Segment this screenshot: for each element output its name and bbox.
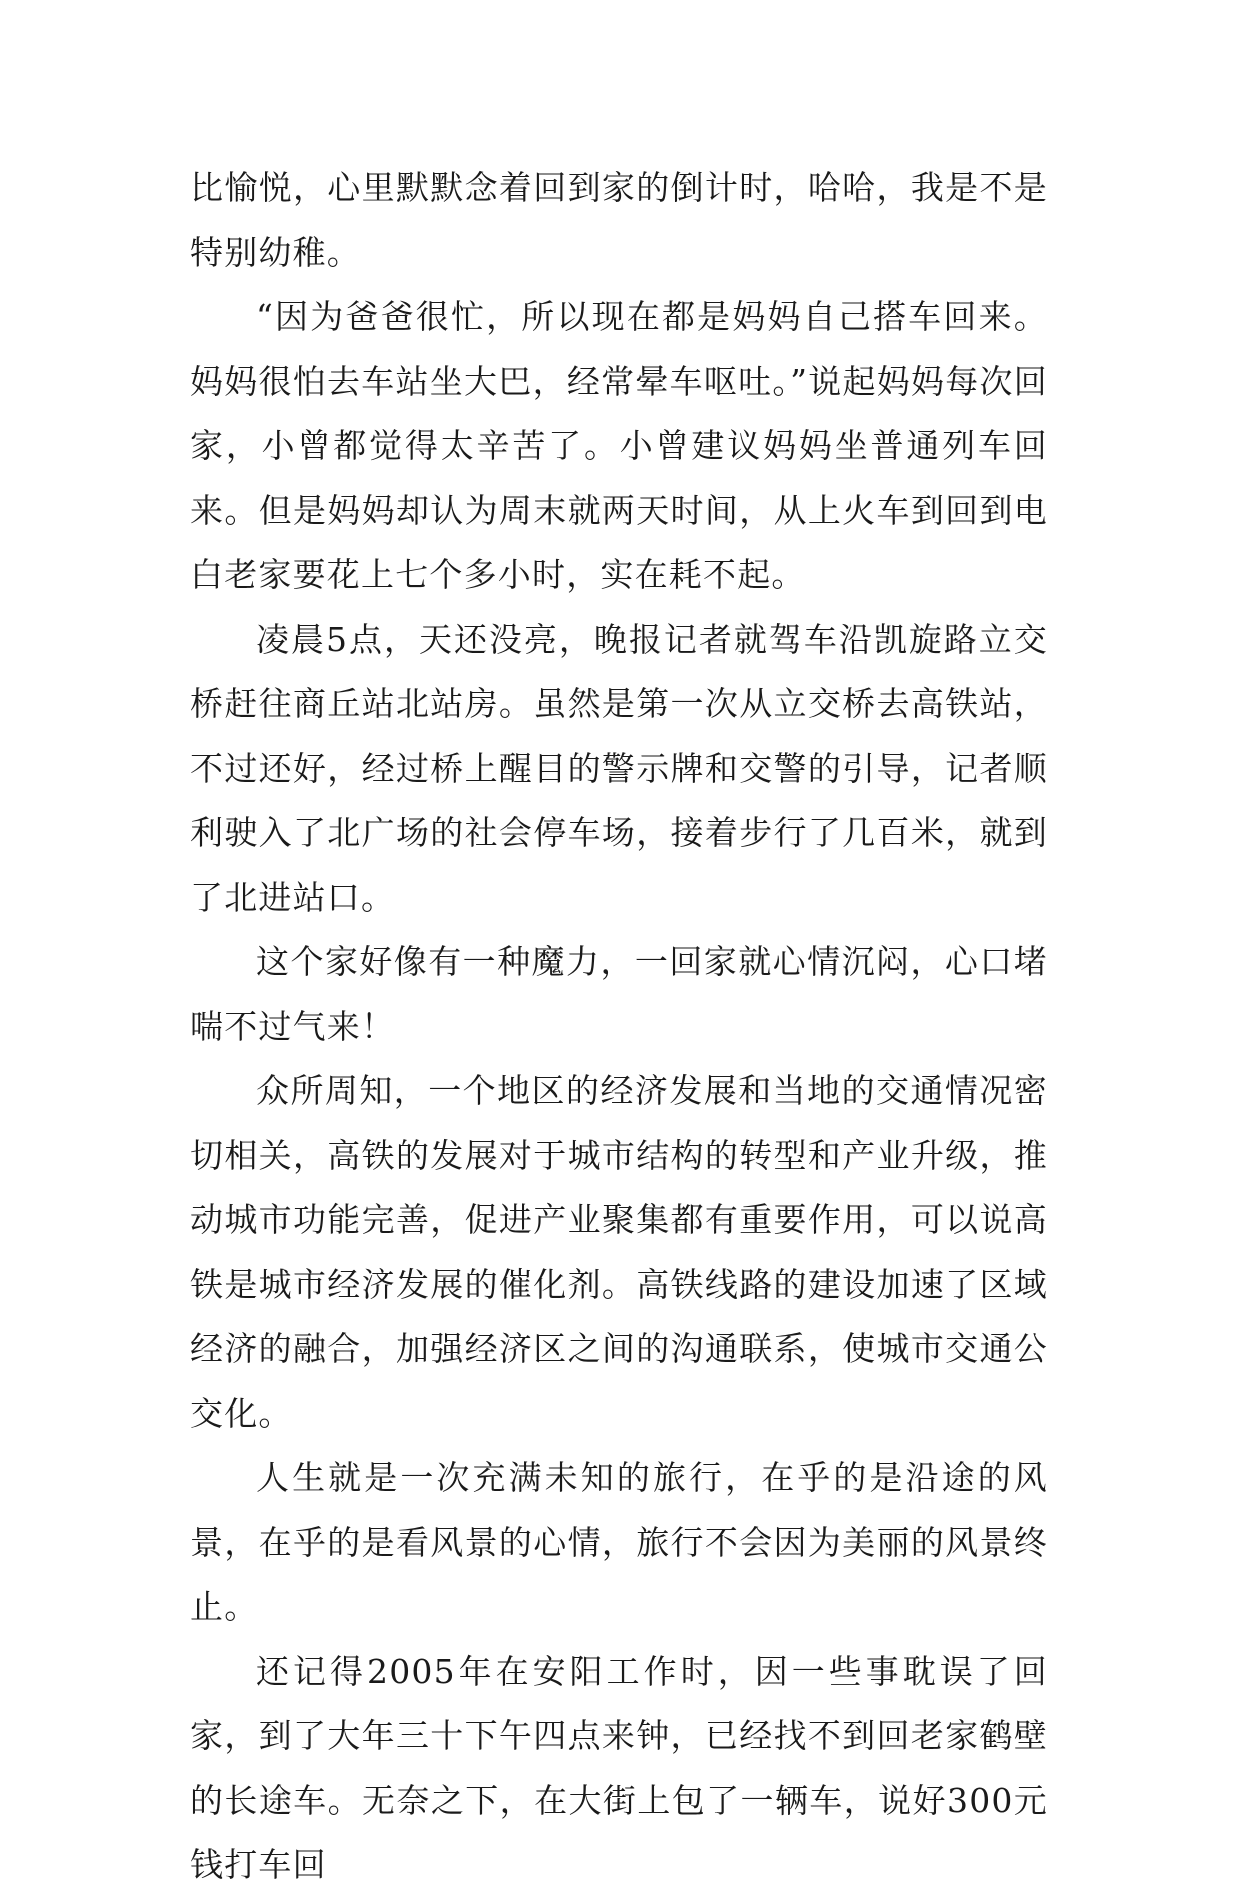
paragraph-6: 人生就是一次充满未知的旅行，在乎的是沿途的风景，在乎的是看风景的心情，旅行不会因为美丽的风景终止。 [190, 1458, 1048, 1626]
paragraph-4: 这个家好像有一种魔力，一回家就心情沉闷，心口堵喘不过气来！ [190, 942, 1048, 1046]
paragraph-5: 众所周知，一个地区的经济发展和当地的交通情况密切相关，高铁的发展对于城市结构的转型和产业升级，推动城市功能完善，促进产业聚集都有重要作用，可以说高铁是城市经济发展的催化剂。高铁线路的建设加速了区域经济的融合，加强经济区之间的沟通联系，使城市交通公交化。 [190, 1071, 1048, 1433]
paragraph-2: “因为爸爸很忙，所以现在都是妈妈自己搭车回来。妈妈很怕去车站坐大巴，经常晕车呕吐。”说起妈妈每次回家，小曾都觉得太辛苦了。小曾建议妈妈坐普通列车回来。但是妈妈却认为周末就两天时间，从上火车到回到电白老家要花上七个多小时，实在耗不起。 [190, 297, 1048, 594]
paragraph-3: 凌晨5点，天还没亮，晚报记者就驾车沿凯旋路立交桥赶往商丘站北站房。虽然是第一次从立交桥去高铁站，不过还好，经过桥上醒目的警示牌和交警的引导，记者顺利驶入了北广场的社会停车场，接着步行了几百米，就到了北进站口。 [190, 619, 1048, 917]
document-body [190, 156, 1048, 1898]
paragraph-7: 还记得2005年在安阳工作时，因一些事耽误了回家，到了大年三十下午四点来钟，已经找不到回老家鹤壁的长途车。无奈之下，在大街上包了一辆车，说好300元钱打车回 [190, 1651, 1048, 1884]
paragraph-1: 比愉悦，心里默默念着回到家的倒计时，哈哈，我是不是特别幼稚。 [190, 168, 1048, 272]
